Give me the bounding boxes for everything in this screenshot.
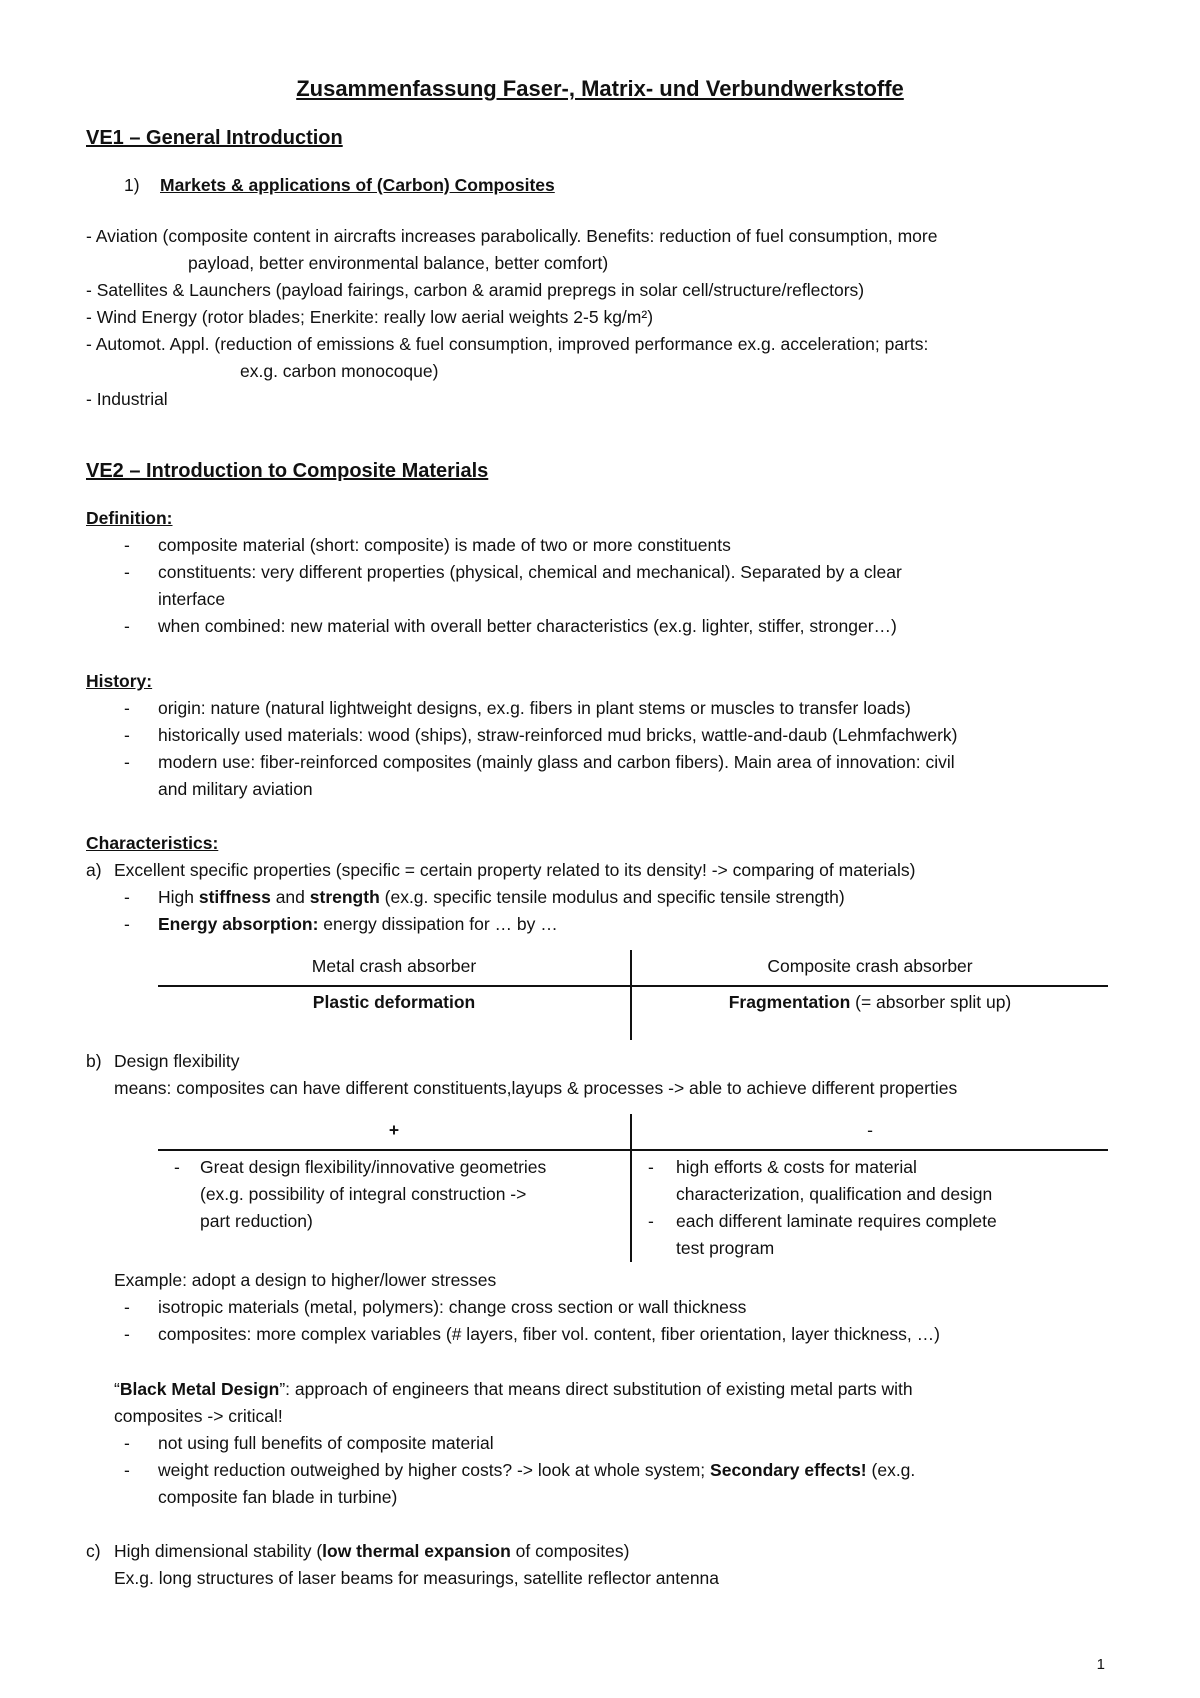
list-marker-a: a) [86,860,102,880]
table-divider [630,1114,632,1262]
table-rule [158,1149,1108,1151]
bullet-dash: - [124,752,130,772]
characteristics-label: Characteristics: [86,833,219,853]
table-header-cell: Metal crash absorber [311,956,477,976]
page-title: Zusammenfassung Faser-, Matrix- und Verbundwerkstoffe [296,76,904,101]
table-rule [158,985,1108,987]
table-cell-line: test program [676,1238,775,1258]
bmd-item-line: composite fan blade in turbine) [158,1487,398,1507]
bullet-dash: - [174,1157,180,1177]
characteristic-a-item: Energy absorption: energy dissipation for … by … [158,914,558,934]
ve1-sub-heading: Markets & applications of (Carbon) Composites [160,175,555,195]
bullet-dash: - [124,1297,130,1317]
ve1-line: payload, better environmental balance, better comfort) [188,253,609,273]
history-item: and military aviation [158,779,313,799]
table-cell-line: characterization, qualification and design [676,1184,993,1204]
table-cell: Plastic deformation [312,992,476,1012]
bullet-dash: - [124,1460,130,1480]
bullet-dash: - [124,562,130,582]
bullet-dash: - [124,616,130,636]
ve1-line: - Industrial [86,389,168,409]
bullet-dash: - [124,1433,130,1453]
table-header-cell: + [388,1120,400,1140]
history-label: History: [86,671,153,691]
table-cell-line: high efforts & costs for material [676,1157,917,1177]
history-item: origin: nature (natural lightweight designs, ex.g. fibers in plant stems or muscles to transfer loads) [158,698,911,718]
bullet-dash: - [124,887,130,907]
bullet-dash: - [124,914,130,934]
bullet-dash: - [124,1324,130,1344]
bmd-item: weight reduction outweighed by higher costs? -> look at whole system; Secondary effects! (ex.g. [158,1460,916,1480]
ve1-line: - Satellites & Launchers (payload fairings, carbon & aramid prepregs in solar cell/structure/reflectors) [86,280,865,300]
definition-item: constituents: very different properties (physical, chemical and mechanical). Separated by a clear [158,562,902,582]
table-cell: Fragmentation (= absorber split up) [728,992,1012,1012]
definition-item: interface [158,589,226,609]
table-header-cell: - [867,1120,873,1140]
characteristic-c-line: Ex.g. long structures of laser beams for measurings, satellite reflector antenna [114,1568,720,1588]
ve1-sub-number: 1) [124,175,140,195]
page-number: 1 [1096,1656,1105,1673]
ve1-line: ex.g. carbon monocoque) [240,361,439,381]
ve2-heading: VE2 – Introduction to Composite Materials [86,460,489,482]
bullet-dash: - [124,698,130,718]
definition-item: when combined: new material with overall better characteristics (ex.g. lighter, stiffer, stronger…) [158,616,897,636]
ve1-heading: VE1 – General Introduction [86,127,343,149]
bullet-dash: - [124,535,130,555]
characteristic-c: High dimensional stability (low thermal expansion of composites) [114,1541,630,1561]
ve1-line: - Wind Energy (rotor blades; Enerkite: really low aerial weights 2-5 kg/m²) [86,307,654,327]
ve1-line: - Automot. Appl. (reduction of emissions & fuel consumption, improved performance ex.g. acceleration; parts: [86,334,929,354]
example-item: isotropic materials (metal, polymers): change cross section or wall thickness [158,1297,747,1317]
bullet-dash: - [124,725,130,745]
characteristic-a: Excellent specific properties (specific = certain property related to its density! -> comparing of materials) [114,860,916,880]
table-cell-line: part reduction) [200,1211,313,1231]
bullet-dash: - [648,1157,654,1177]
example-item: composites: more complex variables (# layers, fiber vol. content, fiber orientation, layer thickness, …) [158,1324,940,1344]
characteristic-b-line: means: composites can have different constituents,layups & processes -> able to achieve different properties [114,1078,958,1098]
definition-label: Definition: [86,508,173,528]
table-header-cell: Composite crash absorber [767,956,973,976]
list-marker-b: b) [86,1051,102,1071]
history-item: modern use: fiber-reinforced composites (mainly glass and carbon fibers). Main area of innovation: civil [158,752,955,772]
characteristic-b: Design flexibility [114,1051,240,1071]
example-text: Example: adopt a design to higher/lower stresses [114,1270,497,1290]
bullet-dash: - [648,1211,654,1231]
black-metal-design-text: “Black Metal Design”: approach of engineers that means direct substitution of existing metal parts with [114,1379,913,1399]
ve1-line: - Aviation (composite content in aircrafts increases parabolically. Benefits: reduction of fuel consumption, more [86,226,938,246]
black-metal-design-line: composites -> critical! [114,1406,283,1426]
history-item: historically used materials: wood (ships), straw-reinforced mud bricks, wattle-and-daub (Lehmfachwerk) [158,725,958,745]
bmd-item: not using full benefits of composite material [158,1433,494,1453]
list-marker-c: c) [86,1541,101,1561]
table-cell-line: (ex.g. possibility of integral construction -> [200,1184,527,1204]
definition-item: composite material (short: composite) is made of two or more constituents [158,535,731,555]
table-cell-line: each different laminate requires complete [676,1211,997,1231]
characteristic-a-item: High stiffness and strength (ex.g. specific tensile modulus and specific tensile strength) [158,887,845,907]
table-cell-line: Great design flexibility/innovative geometries [200,1157,547,1177]
